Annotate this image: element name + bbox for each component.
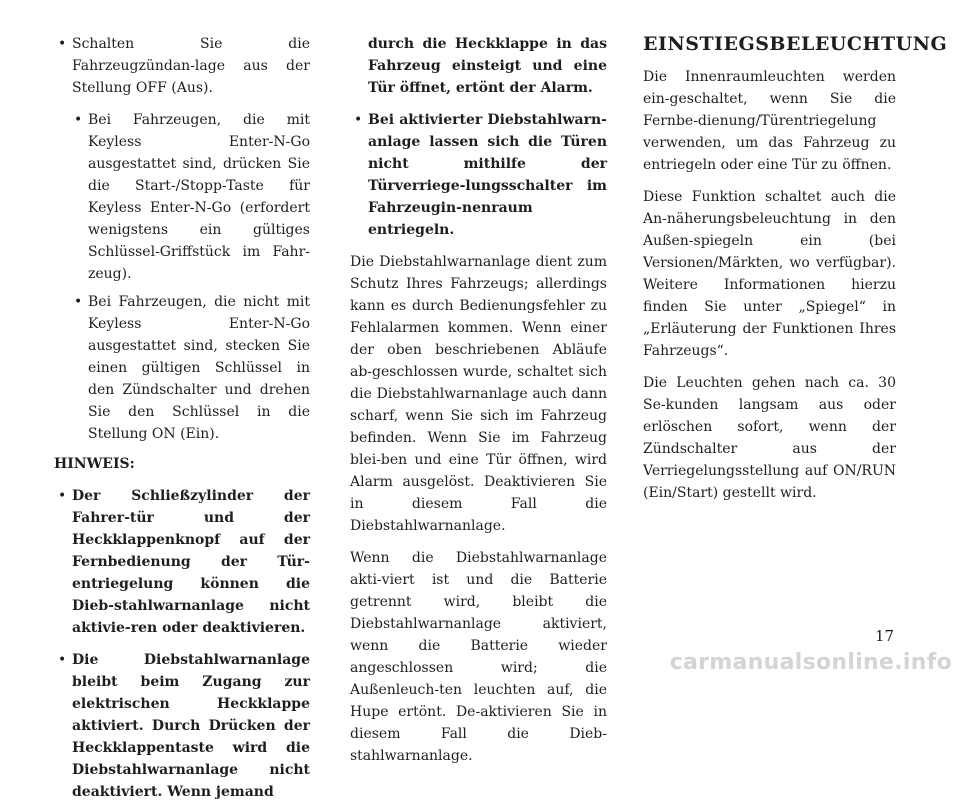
sub-bullet-no-keyless: • Bei Fahrzeugen, die nicht mit Keyless Enter-N-Go ausgestattet sind, stecken Sie einen gültigen Schlüssel in den Zündschalter und drehen Sie den Schlüssel in die Stellung ON (Ein). bbox=[72, 291, 310, 445]
column-middle bbox=[350, 33, 607, 777]
note-bullet-liftgate-continued: durch die Heckklappe in das Fahrzeug einsteigt und eine Tür öffnet, ertönt der Alarm. bbox=[368, 36, 607, 96]
page-number: 17 bbox=[875, 627, 895, 645]
column-right bbox=[643, 33, 948, 514]
paragraph-mirror-lights: Diese Funktion schaltet auch die An-näherungsbeleuchtung in den Außen-spiegeln ein (bei Versionen/Märkten, wo verfügbar). Weitere Informationen hierzu finden Sie unter „Spiegel“ in „Erläuterung der Funktionen Ihres Fahrzeugs“. bbox=[643, 189, 896, 359]
paragraph-false-alarms: Die Diebstahlwarnanlage dient zum Schutz Ihres Fahrzeugs; allerdings kann es durch Bedienungsfehler zu Fehlalarmen kommen. Wenn einer der oben beschriebenen Abläufe ab-geschlossen wurde, schaltet sich die Diebstahlwarnanlage auch dann scharf, wenn Sie sich im Fahrzeug befinden. Wenn Sie im Fahrzeug blei-ben und eine Tür öffnen, wird Alarm ausgelöst. Deaktivieren Sie in diesem Fall die Diebstahlwarnanlage. bbox=[350, 254, 607, 534]
paragraph-interior-lights: Die Innenraumleuchten werden ein-geschaltet, wenn Sie die Fernbe-dienung/Türentriegelung verwenden, um das Fahrzeug zu entriegeln oder eine Tür zu öffnen. bbox=[643, 69, 896, 173]
paragraph-lights-timeout: Die Leuchten gehen nach ca. 30 Se-kunden langsam aus oder erlöschen sofort, wenn der Zündschalter aus der Verriegelungsstellung auf ON/RUN (Ein/Start) gestellt wird. bbox=[643, 375, 896, 501]
note-label: HINWEIS: bbox=[54, 456, 135, 472]
note-bullet-door-locks: • Bei aktivierter Diebstahlwarn-anlage lassen sich die Türen nicht mithilfe der Türverriege-lungsschalter im Fahrzeugin-nenraum entriegeln. bbox=[350, 109, 607, 241]
section-heading: EINSTIEGSBELEUCHTUNG bbox=[643, 33, 948, 55]
note-bullet-liftgate: • Die Diebstahlwarnanlage bleibt beim Zugang zur elektrischen Heckklappe aktiviert. Durch Drücken der Heckklappentaste wird die Diebstahlwarnanlage nicht deaktiviert. Wenn jemand bbox=[54, 649, 310, 803]
paragraph-battery: Wenn die Diebstahlwarnanlage akti-viert ist und die Batterie getrennt wird, bleibt die Diebstahlwarnanlage aktiviert, wenn die Batterie wieder angeschlossen wird; die Außenleuch-ten leuchten auf, die Hupe ertönt. De-aktivieren Sie in diesem Fall die Dieb-stahlwarnanlage. bbox=[350, 550, 607, 764]
note-bullet-lock-cylinder: • Der Schließzylinder der Fahrer-tür und der Heckklappenknopf auf der Fernbedienung der Tür-entriegelung können die Dieb-stahlwarnanlage nicht aktivie-ren oder deaktivieren. bbox=[54, 485, 310, 639]
watermark: carmanualsonline.info bbox=[669, 650, 952, 675]
sub-bullet-keyless: • Bei Fahrzeugen, die mit Keyless Enter-N-Go ausgestattet sind, drücken Sie die Start-/Stopp-Taste für Keyless Enter-N-Go (erfordert wenigstens ein gültiges Schlüssel-Griffstück im Fahr-zeug). bbox=[72, 109, 310, 285]
bullet-ignition-off: • Schalten Sie die Fahrzeugzündan-lage aus der Stellung OFF (Aus). bbox=[54, 33, 310, 99]
column-left bbox=[54, 33, 310, 803]
